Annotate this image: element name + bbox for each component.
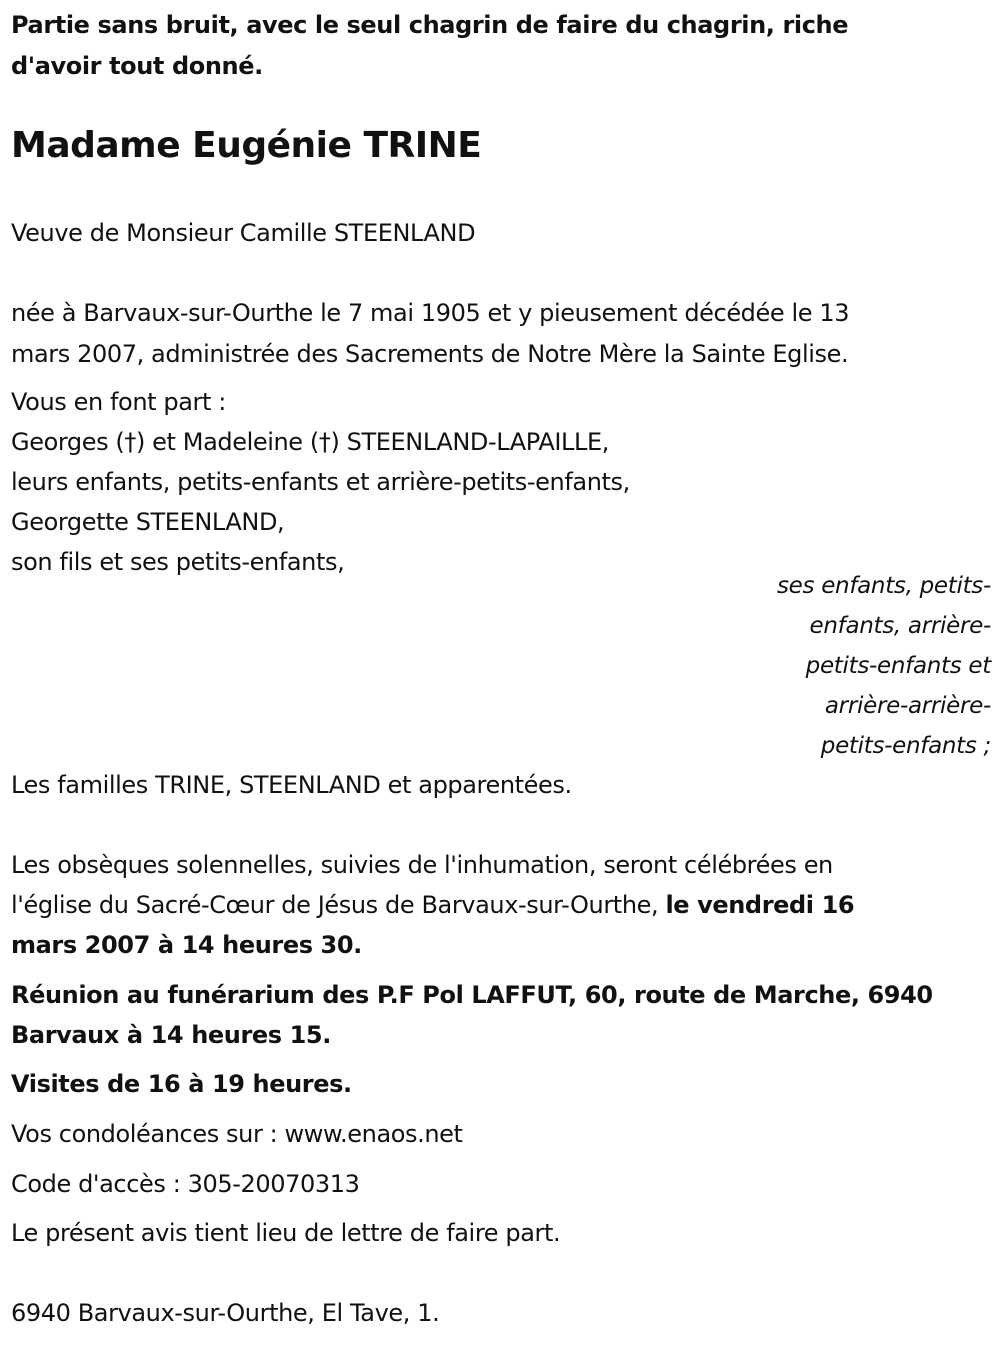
descendants-line: petits-enfants ; xyxy=(820,733,991,759)
access-code-text: Code d'accès : 305-20070313 xyxy=(11,1170,360,1198)
descendants-line: ses enfants, petits- xyxy=(776,573,991,599)
descendants-line: petits-enfants et xyxy=(805,653,991,679)
descendants-line: enfants, arrière- xyxy=(809,613,991,639)
funeral-date-text: le vendredi 16 xyxy=(665,891,855,919)
families-text: Les familles TRINE, STEENLAND et apparentées. xyxy=(11,771,572,799)
announcer-line: Georges (†) et Madeleine (†) STEENLAND-LAPAILLE, xyxy=(11,428,609,456)
visits-text: Visites de 16 à 19 heures. xyxy=(11,1070,352,1098)
address-text: 6940 Barvaux-sur-Ourthe, El Tave, 1. xyxy=(11,1299,440,1327)
birth-death-line-2: mars 2007, administrée des Sacrements de Notre Mère la Sainte Eglise. xyxy=(11,340,849,368)
condolences-text: Vos condoléances sur : www.enaos.net xyxy=(11,1120,463,1148)
funeral-time-text: mars 2007 à 14 heures 30. xyxy=(11,931,362,959)
announcers-intro: Vous en font part : xyxy=(11,388,226,416)
notice-text: Le présent avis tient lieu de lettre de faire part. xyxy=(11,1219,561,1247)
funeral-location-text: l'église du Sacré-Cœur de Jésus de Barvaux-sur-Ourthe, xyxy=(11,891,666,919)
deceased-name-title: Madame Eugénie TRINE xyxy=(11,125,482,166)
epigraph-line-2: d'avoir tout donné. xyxy=(11,52,263,80)
widow-of-text: Veuve de Monsieur Camille STEENLAND xyxy=(11,219,476,247)
meeting-line-2: Barvaux à 14 heures 15. xyxy=(11,1021,331,1049)
meeting-line-1: Réunion au funérarium des P.F Pol LAFFUT, 60, route de Marche, 6940 xyxy=(11,981,933,1009)
announcer-line: son fils et ses petits-enfants, xyxy=(11,548,345,576)
descendants-italic-block xyxy=(731,566,991,766)
birth-death-line-1: née à Barvaux-sur-Ourthe le 7 mai 1905 et y pieusement décédée le 13 xyxy=(11,299,850,327)
announcer-line: Georgette STEENLAND, xyxy=(11,508,285,536)
announcer-line: leurs enfants, petits-enfants et arrière-petits-enfants, xyxy=(11,468,630,496)
funeral-line-2 xyxy=(11,885,854,925)
funeral-line-1: Les obsèques solennelles, suivies de l'inhumation, seront célébrées en xyxy=(11,851,833,879)
descendants-line: arrière-arrière- xyxy=(824,693,991,719)
epigraph-line-1: Partie sans bruit, avec le seul chagrin de faire du chagrin, riche xyxy=(11,11,849,39)
